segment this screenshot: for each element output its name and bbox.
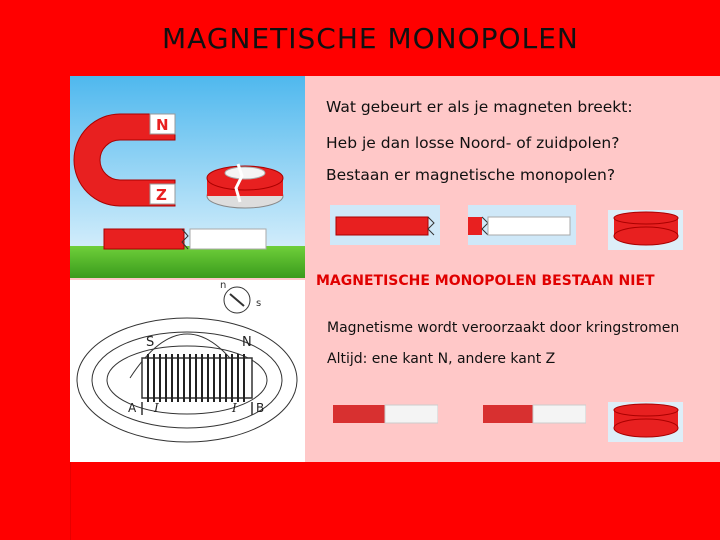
slide-title: MAGNETISCHE MONOPOLEN (70, 0, 720, 76)
answer-heading: MAGNETISCHE MONOPOLEN BESTAAN NIET (316, 273, 655, 289)
question-3: Bestaan er magnetische monopolen? (326, 166, 616, 184)
ring-magnet-thumb-2 (608, 402, 683, 442)
magnet-north-label: N (156, 116, 169, 134)
coil-a-label: A (128, 401, 137, 415)
bar-magnet-thumb-1 (333, 403, 438, 425)
coil-s-label: S (146, 335, 155, 350)
coil-i1-label: I (154, 401, 159, 415)
question-2: Heb je dan losse Noord- of zuidpolen? (326, 134, 620, 152)
broken-bar-thumb-1 (330, 205, 440, 245)
question-1: Wat gebeurt er als je magneten breekt: (326, 98, 633, 116)
coil-diagram (70, 280, 305, 462)
magnet-south-label: Z (156, 186, 167, 204)
magnet-illustration (70, 76, 305, 278)
left-strip (0, 0, 71, 540)
coil-b-label: B (256, 401, 265, 415)
coil-i2-label: I (232, 401, 237, 415)
broken-ring-thumb-1 (608, 210, 683, 250)
compass-s-label: s (256, 298, 262, 309)
explanation-1: Magnetisme wordt veroorzaakt door kringstromen (327, 320, 680, 336)
broken-bar-thumb-2 (468, 205, 576, 245)
explanation-2: Altijd: ene kant N, andere kant Z (327, 351, 556, 367)
bar-magnet-thumb-2 (483, 403, 586, 425)
coil-n-label: N (242, 335, 252, 350)
compass-n-label: n (220, 280, 227, 291)
